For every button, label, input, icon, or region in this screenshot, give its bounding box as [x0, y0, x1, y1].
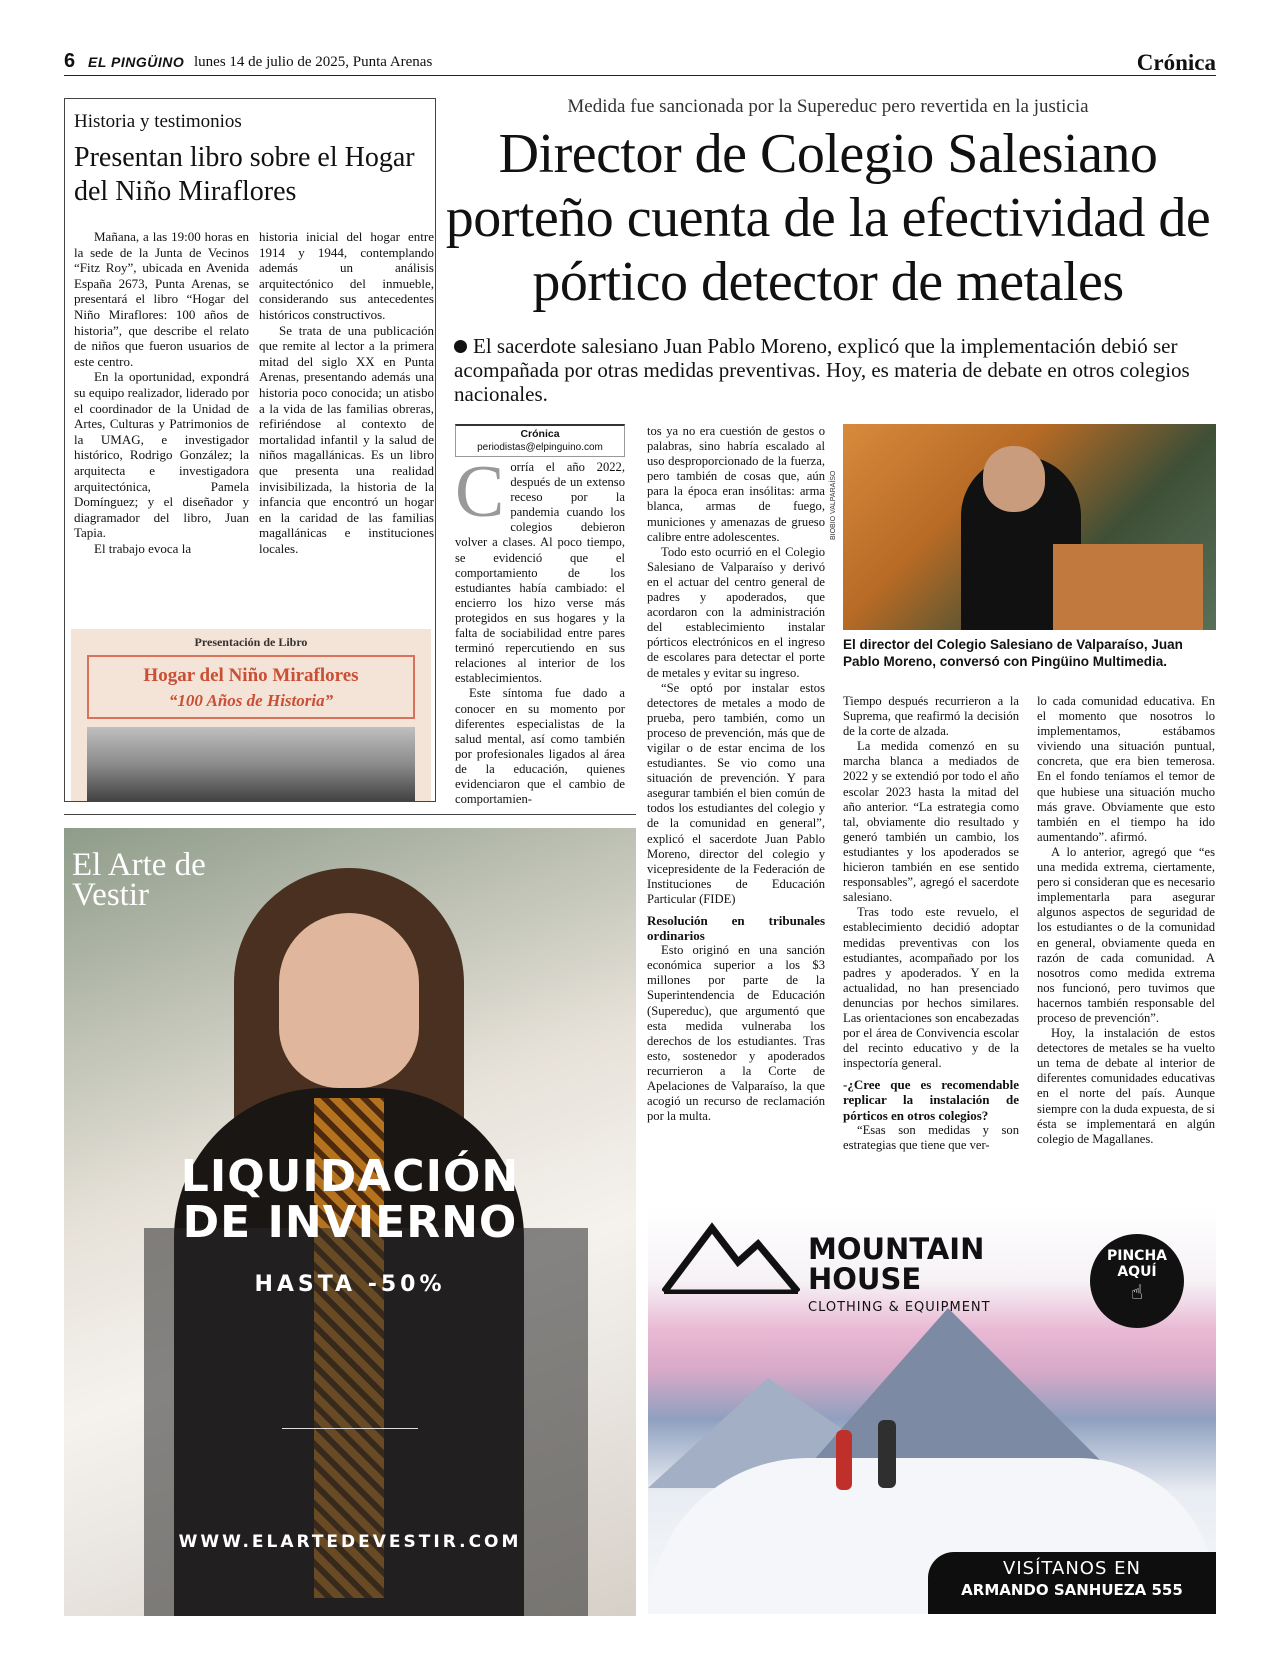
director-photo	[843, 424, 1216, 630]
paragraph: lo cada comunidad educativa. En el momento que nosotros lo implementamos, estábamos viviendo una situación puntual, concreta, que era bien temerosa. En el fondo teníamos el temor de que hubiese una situación mucho más grave. Obviamente que esto también en el tiempo ha ido aumentando”. afirmó.	[1037, 694, 1215, 844]
book-promo	[71, 629, 431, 802]
paragraph: Todo esto ocurrió en el Colegio Salesiano de Valparaíso y derivó en el actuar del centro general de padres y apoderados, que acordaron con la administración del establecimiento instalar pórticos electrónicos en el ingreso de escolares para detectar el porte de metales y evitar su ingreso.	[647, 544, 825, 680]
paragraph: La medida comenzó en su marcha blanca a mediados de 2022 y se extendió por todo el año escolar 2023 hasta la mitad del año anterior. “La estrategia como tal, obviamente dio resultado y generó también un cambio, los estudiantes y los apoderados se hicieron también en ese sentido responsables”, agregó el sacerdote salesiano.	[843, 739, 1019, 905]
ad-tagline: CLOTHING & EQUIPMENT	[808, 1300, 991, 1315]
ad-brand-name-line-2: HOUSE	[808, 1262, 922, 1296]
paragraph: Este síntoma fue dado a conocer en su momento por diferentes especialistas de la salud mental, así como también por profesionales ligados al área de la educación, quienes evidenciaron que el cambio de comportamien-	[455, 686, 625, 807]
ad-brand-name	[808, 1234, 984, 1294]
story-lede	[454, 334, 1214, 406]
page-number: 6	[64, 50, 76, 72]
model-face	[279, 913, 419, 1088]
ad-brand-name-line-1: MOUNTAIN	[808, 1232, 985, 1266]
lede-text: El sacerdote salesiano Juan Pablo Moreno, explicó que la implementación debió ser acompañada por otras medidas preventivas. Hoy, es materia de debate en otros colegios nacionales.	[454, 334, 1190, 406]
fashion-ad[interactable]	[64, 828, 636, 1616]
byline-email[interactable]: periodistas@elpinguino.com	[477, 442, 603, 453]
bullet-icon	[454, 340, 467, 353]
visit-address-banner	[928, 1552, 1216, 1614]
section-divider	[64, 814, 636, 815]
visit-label: VISÍTANOS EN	[1003, 1558, 1141, 1579]
photo-caption: El director del Colegio Salesiano de Valparaíso, Juan Pablo Moreno, conversó con Pingüino Multimedia.	[843, 637, 1183, 669]
newspaper-logo[interactable]: EL PINGÜINO	[88, 54, 185, 70]
ad-headline	[64, 1151, 636, 1248]
subheading: Resolución en tribunales ordinarios	[647, 913, 825, 944]
ad-url-link[interactable]: WWW.ELARTEDEVESTIR.COM	[178, 1532, 522, 1552]
issue-date: lunes 14 de julio de 2025, Punta Arenas	[194, 54, 433, 70]
paragraph: Mañana, a las 19:00 horas en la sede de la Junta de Vecinos “Fitz Roy”, ubicada en Avenida España 2673, Punta Arenas, se presentará el libro “Hogar del Niño Miraflores: 100 años de historia”, que describe el relato de niños que fueron usuarios de este centro.	[74, 229, 249, 369]
paragraph: Hoy, la instalación de estos detectores de metales se ha vuelto un tema de debate al interior de diferentes comunidades educativas en el norte del país. Aunque siempre con la duda expuesta, de si ésta se implementará en algún colegio de Magallanes.	[1037, 1026, 1216, 1146]
article-column-2	[647, 424, 825, 1124]
paragraph: Tiempo después recurrieron a la Suprema, que reafirmó la decisión de la corte de alzada.	[843, 694, 1019, 739]
sidebar-column-1	[74, 229, 249, 556]
cta-line-2: AQUÍ	[1117, 1264, 1157, 1280]
paragraph: Esto originó en una sanción económica superior a los $3 millones por parte de la Superintendencia de Educación (Supereduc), que argumentó que esta medida vulneraba los derechos de los estudiantes. Tras esto, sostenedor y apoderados recurrieron a la Corte de Apelaciones de Valparaíso, la que acogió un recurso de reclamación por la multa.	[647, 943, 825, 1124]
article-column-4	[1037, 694, 1215, 1147]
photo-credit: BIOBIO VALPARAÍSO	[830, 470, 837, 540]
cta-line-1: PINCHA	[1106, 1248, 1167, 1264]
paragraph	[455, 451, 625, 686]
sidebar-kicker: Historia y testimonios	[74, 111, 242, 132]
sidebar-story	[64, 98, 436, 802]
hiker-figure	[836, 1430, 852, 1490]
byline-section: Crónica	[520, 428, 560, 440]
paragraph: “Esas son medidas y son estrategias que tiene que ver-	[843, 1122, 1019, 1152]
mountain-logo-icon	[662, 1222, 800, 1294]
paragraph: Se trata de una publicación que remite al lector a la primera mitad del siglo XX en Punta Arenas, presentando además una historia poco conocida; un atisbo a la vida de las familias obreras, refiriéndose al contexto de mortalidad infantil y la salud de niños magallánicas. Es un libro que presenta una realidad invisibilizada, la historia de la infancia que encontró un hogar en la caridad de las familias magallánicas e instituciones locales.	[259, 322, 434, 556]
photo-face	[983, 446, 1045, 512]
paragraph: historia inicial del hogar entre 1914 y 1944, contemplando además un análisis arquitectónico del inmueble, considerando sus antecedentes históricos constructivos.	[259, 229, 434, 322]
mountain-house-ad[interactable]	[648, 1208, 1216, 1614]
promo-caption: Presentación de Libro	[194, 635, 308, 649]
historic-photo	[87, 727, 415, 802]
photo-lectern	[1053, 544, 1203, 630]
article-column-3	[843, 694, 1019, 1153]
section-title: Crónica	[1136, 50, 1216, 75]
paragraph: tos ya no era cuestión de gestos o palabras, sino habría escalado al uso desproporcionado de la fuerza, pero también de cosas que, aún para la época eran insólitas: arma blanca, armas de fuego, municiones y amenazas de grueso calibre entre adolescentes.	[647, 424, 825, 544]
ad-headline-line-2: DE INVIERNO	[182, 1197, 518, 1248]
promo-title: Hogar del Niño Miraflores	[143, 665, 359, 686]
click-here-button[interactable]	[1090, 1234, 1184, 1328]
paragraph-text: orría el año 2022, después de un extenso receso por la pandemia cuando los colegios debieron volver a clases. Al poco tiempo, se evidenció que el comportamiento de los estudiantes había cambiado: el encierro los hizo verse más protegidos en sus hogares y la falta de sociabilidad entre pares terminó repercutiendo en sus relaciones al interior de los establecimientos.	[455, 460, 625, 686]
sidebar-headline: Presentan libro sobre el Hogar del Niño Miraflores	[74, 142, 415, 207]
subheading: -¿Cree que es recomendable replicar la instalación de pórticos en otros colegios?	[843, 1077, 1019, 1123]
paragraph: El trabajo evoca la	[94, 540, 192, 556]
hiker-figure	[878, 1420, 896, 1488]
promo-subtitle: “100 Años de Historia”	[168, 691, 334, 710]
page-header	[64, 50, 1216, 76]
article-column-1	[455, 451, 625, 807]
ad-brand-logo: El Arte de Vestir	[72, 847, 206, 913]
pointer-hand-icon: ☝	[1130, 1280, 1144, 1304]
paragraph: “Se optó por instalar estos detectores de metales a modo de prueba, pero también, como un proceso de prevención, más que de vigilar o de estar encima de los estudiantes. Se vio como una situación de prevención. Y para asegurar también el bien común de todos los estudiantes del colegio y de la comunidad en general”, explicó el sacerdote Juan Pablo Moreno, director del colegio y vicepresidente de la Federación de Instituciones de Educación Particular (FIDE)	[647, 680, 825, 906]
story-deck: Medida fue sancionada por la Supereduc pero revertida en la justicia	[567, 96, 1089, 117]
drop-cap: C	[455, 451, 505, 533]
sidebar-column-2	[259, 229, 434, 556]
promo-title-frame	[87, 655, 415, 719]
ad-headline-line-1: LIQUIDACIÓN	[180, 1151, 520, 1202]
ad-discount: HASTA -50%	[254, 1272, 446, 1297]
paragraph: Tras todo este revuelo, el establecimiento decidió adoptar medidas preventivas con los estudiantes, acompañado por los padres y apoderados. Y en la actualidad, no han presenciado denuncias por hechos similares. Las orientaciones son encabezadas por el área de Convivencia escolar del recinto educativo y de la inspectoría general.	[843, 905, 1019, 1071]
ad-divider	[282, 1428, 418, 1429]
story-headline: Director de Colegio Salesiano porteño cuenta de la efectividad de pórtico detector de metales	[445, 123, 1211, 313]
paragraph: En la oportunidad, expondrá su equipo realizador, liderado por el coordinador de la Unidad de Artes, Culturas y Patrimonios de la UMAG, e investigador histórico, Rodrigo González; la arquitecta e investigadora arquitectónica, Pamela Domínguez; y el diseñador y diagramador del libro, Juan Tapia.	[74, 369, 249, 541]
visit-address: ARMANDO SANHUEZA 555	[961, 1581, 1183, 1599]
paragraph: A lo anterior, agregó que “es una medida extrema, ciertamente, pero si consideran que es necesario implementarla para asegurar algunos aspectos de seguridad de los estudiantes o de la comunidad en general, obviamente queda en razón de cada comunidad. A nosotros como medida extrema nos funcionó, pero tuvimos que hacernos también responsable del proceso de prevención”.	[1037, 844, 1215, 1025]
